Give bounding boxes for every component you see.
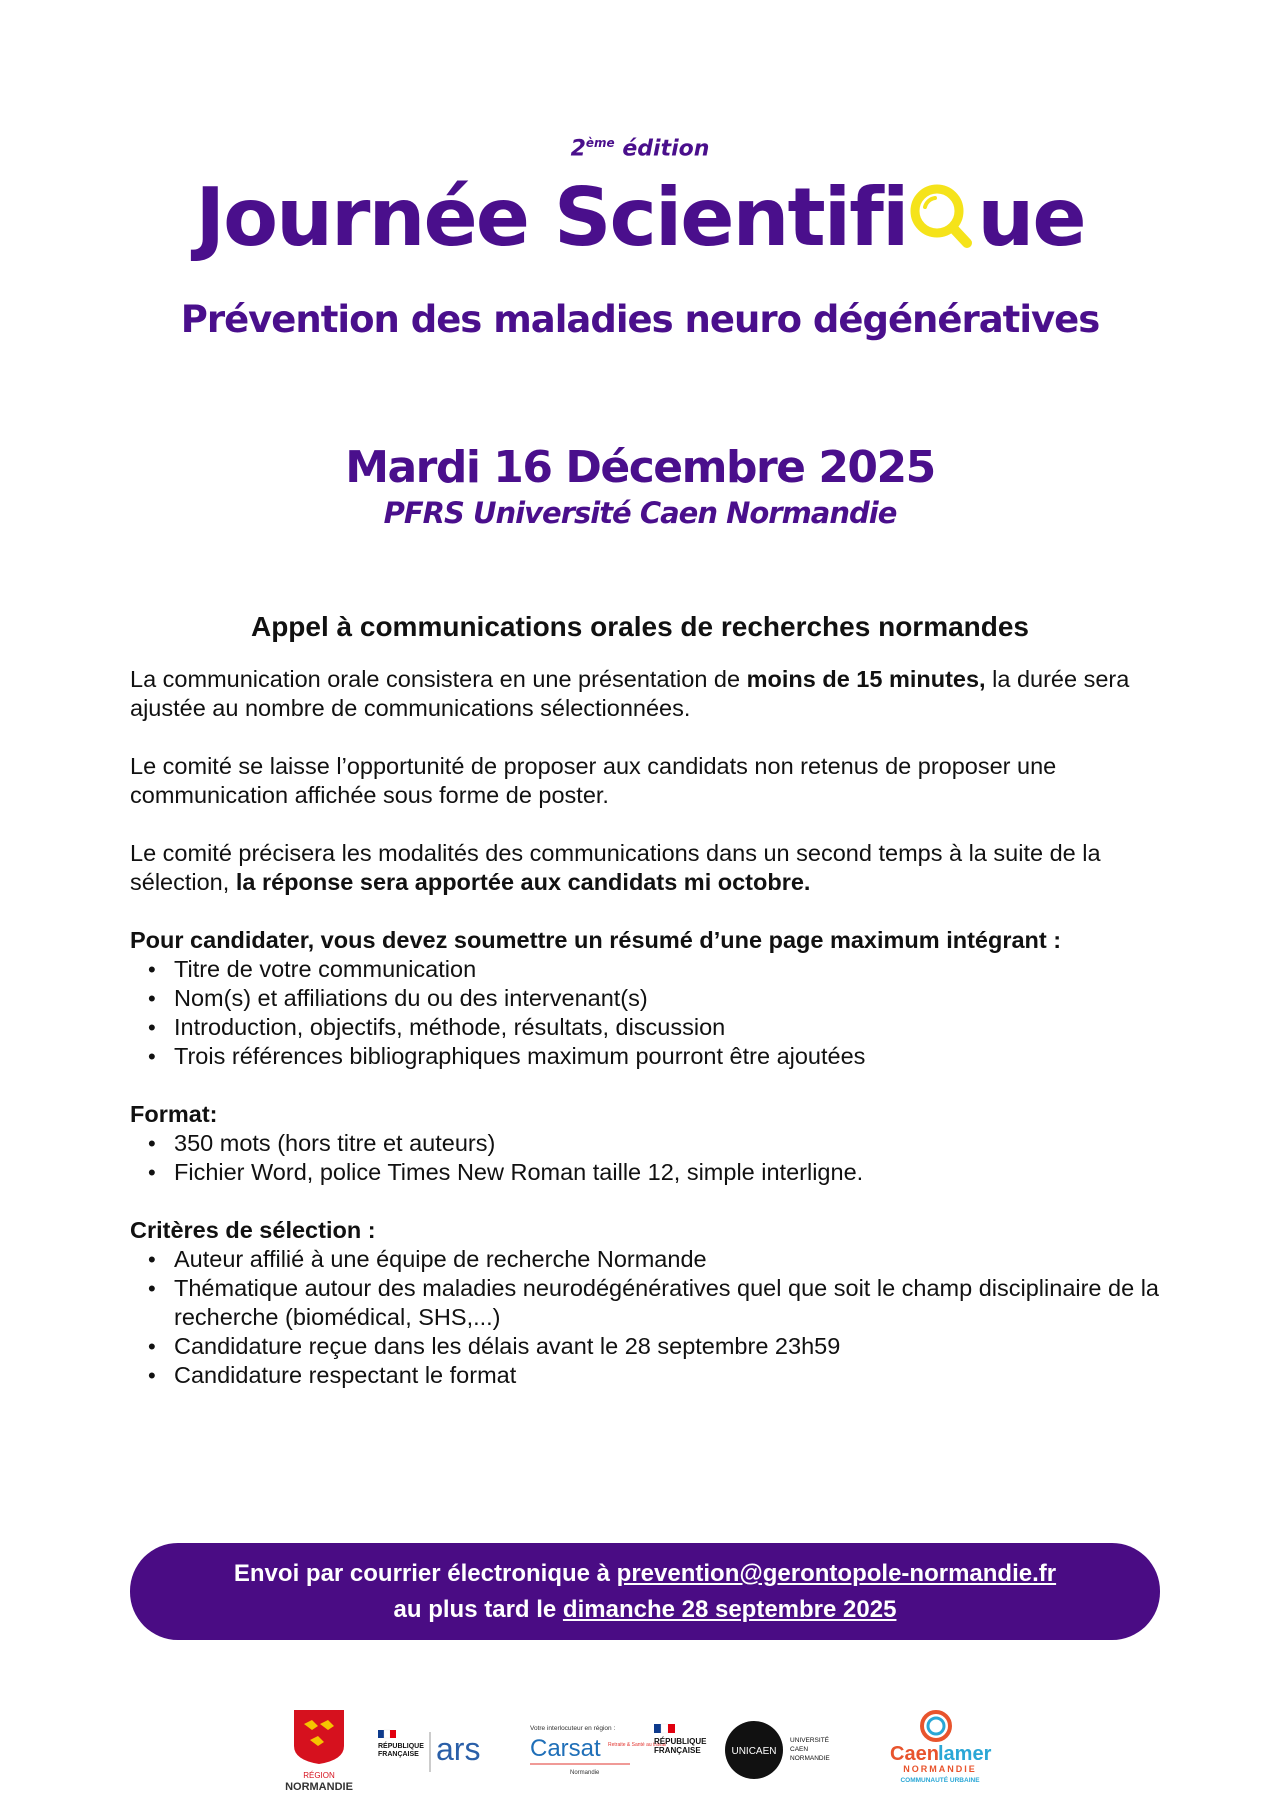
format-list [130, 1129, 1170, 1187]
unicaen-line1: UNIVERSITÉ [790, 1737, 830, 1744]
rf2-line2: FRANÇAISE [654, 1746, 701, 1755]
lamer-text: lamer [938, 1743, 992, 1765]
carsat-logo [530, 1722, 667, 1786]
edition-label: 2ème édition [570, 136, 710, 162]
rf1-line1: RÉPUBLIQUE [378, 1743, 424, 1750]
partner-logos [280, 1708, 1000, 1794]
region-small-text: RÉGION [303, 1771, 335, 1780]
submission-banner [130, 1543, 1160, 1640]
paragraph-response: Le comité précisera les modalités des communications dans un second temps à la suite de la sélection, la réponse sera apportée aux candidats mi octobre. [130, 840, 1101, 895]
format-label: Format: [130, 1101, 218, 1127]
caen-text: Caen [890, 1743, 939, 1765]
carsat-side: Retraite & Santé au travail [608, 1742, 667, 1748]
event-title: Journée Scientifi ue [195, 171, 1085, 264]
event-venue: PFRS Université Caen Normandie [383, 496, 897, 530]
banner-line-email: Envoi par courrier électronique à prevention@gerontopole-normandie.fr [233, 1560, 1057, 1587]
paragraph-duration: La communication orale consistera en une présentation de moins de 15 minutes, la durée sera ajustée au nombre de communications sélectionnées. [130, 666, 1130, 721]
carsat-region: Normandie [570, 1770, 600, 1776]
list-item: • Fichier Word, police Times New Roman taille 12, simple interligne. [130, 1158, 1170, 1187]
call-content [130, 612, 1170, 1419]
email-link[interactable]: prevention@gerontopole-normandie.fr [616, 1560, 1057, 1587]
list-item: • Introduction, objectifs, méthode, résultats, discussion [130, 1013, 1170, 1042]
list-item: • Candidature respectant le format [130, 1361, 1170, 1390]
list-item: • Candidature reçue dans les délais avant le 28 septembre 23h59 [130, 1332, 1170, 1361]
paragraph-poster: Le comité se laisse l’opportunité de proposer aux candidats non retenus de proposer une communication affichée sous forme de poster. [130, 753, 1057, 808]
unicaen-text: UNICAEN [731, 1746, 777, 1757]
ars-text: ars [436, 1731, 481, 1767]
republique-francaise-logo [654, 1722, 714, 1786]
unicaen-logo [724, 1718, 844, 1786]
event-date: Mardi 16 Décembre 2025 [345, 442, 935, 493]
apply-list [130, 955, 1170, 1071]
rf2-line1: RÉPUBLIQUE [654, 1737, 707, 1746]
unicaen-line2: CAEN [790, 1746, 809, 1753]
unicaen-line3: NORMANDIE [790, 1755, 830, 1762]
deadline-date: dimanche 28 septembre 2025 [562, 1596, 897, 1623]
region-name-text: NORMANDIE [285, 1781, 353, 1793]
caen-normandie-text: NORMANDIE [903, 1764, 977, 1774]
list-item: • Thématique autour des maladies neurodégénératives quel que soit le champ disciplinaire de la recherche (biomédical, SHS,...) [130, 1274, 1170, 1332]
banner-line-deadline: au plus tard le dimanche 28 septembre 2025 [393, 1596, 897, 1623]
event-subtitle: Prévention des maladies neuro dégénératives [180, 298, 1100, 341]
caen-la-mer-logo [886, 1708, 996, 1798]
carsat-text: Carsat [530, 1735, 601, 1762]
list-item: • Nom(s) et affiliations du ou des intervenant(s) [130, 984, 1170, 1013]
list-item: • Titre de votre communication [130, 955, 1170, 984]
ars-logo [378, 1728, 508, 1782]
rf1-line2: FRANÇAISE [378, 1751, 419, 1758]
criteria-list [130, 1245, 1170, 1390]
magnifier-q-icon [909, 181, 975, 251]
list-item: • 350 mots (hors titre et auteurs) [130, 1129, 1170, 1158]
criteria-label: Critères de sélection : [130, 1217, 376, 1243]
call-heading: Appel à communications orales de recherches normandes [250, 611, 1030, 642]
list-item: • Auteur affilié à une équipe de recherche Normande [130, 1245, 1170, 1274]
communaute-urbaine-text: COMMUNAUTÉ URBAINE [900, 1777, 980, 1784]
apply-label: Pour candidater, vous devez soumettre un résumé d’une page maximum intégrant : [130, 927, 1062, 953]
region-normandie-logo [280, 1708, 358, 1798]
list-item: • Trois références bibliographiques maximum pourront être ajoutées [130, 1042, 1170, 1071]
carsat-caption: Votre interlocuteur en région : [530, 1725, 616, 1732]
